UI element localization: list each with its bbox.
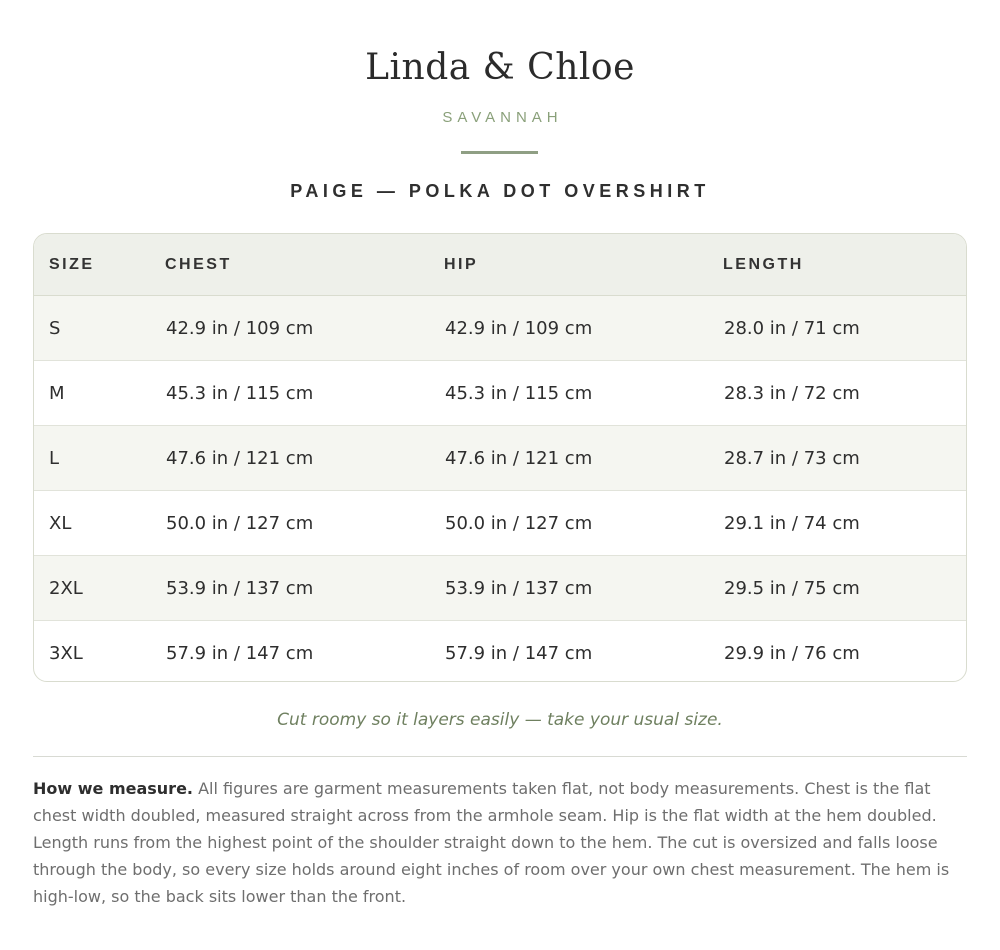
hip-cell: 42.9 in / 109 cm: [429, 296, 708, 361]
chest-cell: 47.6 in / 121 cm: [150, 426, 429, 491]
measurement-notes-heading: How we measure.: [33, 779, 193, 798]
length-cell: 28.0 in / 71 cm: [708, 296, 967, 361]
length-cell: 28.3 in / 72 cm: [708, 361, 967, 426]
accent-divider: [461, 151, 538, 154]
chest-cell: 57.9 in / 147 cm: [166, 642, 314, 664]
chest-cell: 45.3 in / 115 cm: [150, 361, 429, 426]
size-cell: 3XL: [49, 642, 83, 664]
table-row: [34, 296, 967, 361]
product-title: PAIGE — POLKA DOT OVERSHIRT: [290, 181, 710, 201]
table-header-row: [34, 234, 967, 296]
column-header-length: LENGTH: [708, 234, 967, 296]
size-cell: L: [34, 426, 150, 491]
chest-cell: 50.0 in / 127 cm: [150, 491, 429, 556]
chest-cell: 53.9 in / 137 cm: [150, 556, 429, 621]
table-row: [34, 556, 967, 621]
length-cell: 28.7 in / 73 cm: [708, 426, 967, 491]
column-header-chest: CHEST: [150, 234, 429, 296]
table-row: [34, 491, 967, 556]
fit-note: Cut roomy so it layers easily — take your usual size.: [277, 710, 723, 730]
chest-cell: 42.9 in / 109 cm: [150, 296, 429, 361]
table-row: [34, 621, 967, 683]
hip-cell: 45.3 in / 115 cm: [429, 361, 708, 426]
table-row: [34, 361, 967, 426]
size-cell: S: [34, 296, 150, 361]
store-location: SAVANNAH: [442, 109, 563, 126]
table-row: [34, 426, 967, 491]
brand-name: Linda & Chloe: [365, 47, 635, 88]
column-header-size: SIZE: [34, 234, 150, 296]
section-divider: [33, 756, 967, 757]
size-cell: M: [34, 361, 150, 426]
column-header-hip: HIP: [429, 234, 708, 296]
hip-cell: 53.9 in / 137 cm: [429, 556, 708, 621]
size-table: [33, 233, 967, 682]
length-cell: 29.1 in / 74 cm: [708, 491, 967, 556]
hip-cell: 50.0 in / 127 cm: [429, 491, 708, 556]
size-cell: XL: [34, 491, 150, 556]
measurement-notes-body: All figures are garment measurements taken flat, not body measurements. Chest is the flat chest width doubled, measured straight across from the armhole seam. Hip is the flat width at the hem doubled. Length runs from the highest point of the shoulder straight down to the hem. The cut is oversized and falls loose through the body, so every size holds around eight inches of room over your own chest measurement. The hem is high-low, so the back sits lower than the front.: [33, 779, 950, 906]
length-cell: 29.5 in / 75 cm: [708, 556, 967, 621]
length-cell: 29.9 in / 76 cm: [724, 642, 860, 664]
measurement-notes: [33, 775, 967, 910]
hip-cell: 57.9 in / 147 cm: [445, 642, 593, 664]
hip-cell: 47.6 in / 121 cm: [429, 426, 708, 491]
size-cell: 2XL: [34, 556, 150, 621]
